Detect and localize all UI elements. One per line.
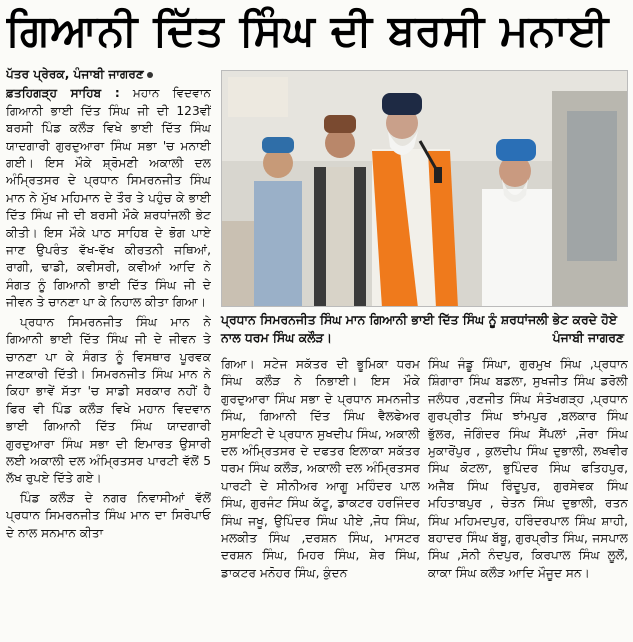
- byline-line: [6, 66, 211, 83]
- caption-text: ਪ੍ਰਧਾਨ ਸਿਮਰਨਜੀਤ ਸਿੰਘ ਮਾਨ ਗਿਆਨੀ ਭਾਈ ਦਿੱਤ ਸਿੰਘ ਨੂੰ ਸ਼ਰਧਾਂਜਲੀ ਭੇਟ ਕਰਦੇ ਹੋਏ ਨਾਲ ਧਰਮ ਸਿੰਘ ਕਲੌੜ।: [221, 312, 618, 345]
- photo-caption: [221, 311, 628, 355]
- paragraph-4: ਗਿਆ। ਸਟੇਜ ਸਕੱਤਰ ਦੀ ਭੂਮਿਕਾ ਧਰਮ ਸਿੰਘ ਕਲੌੜ ਨੇ ਨਿਭਾਈ। ਇਸ ਮੌਕੇ ਗੁਰਦੁਆਰਾ ਸਿੰਘ ਸਭਾ ਦੇ ਪ੍ਰਧਾਨ ਸਮਨਜੀਤ ਸਿੰਘ, ਗਿਆਨੀ ਦਿੱਤ ਸਿੰਘ ਵੈਲਫੇਅਰ ਸੁਸਾਇਟੀ ਦੇ ਪ੍ਰਧਾਨ ਸੁਖਦੀਪ ਸਿੰਘ, ਅਕਾਲੀ ਦਲ ਅੰਮ੍ਰਿਤਸਰ ਦੇ ਦਫਤਰ ਇਲਾਕਾ ਸਕੱਤਰ ਧਰਮ ਸਿੰਘ ਕਲੌੜ, ਅਕਾਲੀ ਦਲ ਅੰਮ੍ਰਿਤਸਰ ਪਾਰਟੀ ਦੇ ਸੀਨੀਅਰ ਆਗੂ ਮਹਿੰਦਰ ਪਾਲ ਸਿੰਘ, ਗੁਰਜੰਟ ਸਿੰਘ ਕੱਟੂ, ਡਾਕਟਰ ਹਰਜਿੰਦਰ ਸਿੰਘ ਜਖੂ, ਉਪਿੰਦਰ ਸਿੰਘ ਪੀਏ ,ਜੋਧ ਸਿੰਘ, ਮਲਕੀਤ ਸਿੰਘ ,ਦਰਸ਼ਨ ਸਿੰਘ, ਮਾਸਟਰ ਦਰਸ਼ਨ ਸਿੰਘ, ਮਿਹਰ ਸਿੰਘ, ਸ਼ੇਰ ਸਿੰਘ, ਡਾਕਟਰ ਮਨੋਹਰ ਸਿੰਘ, ਕੁੰਦਨ: [221, 357, 420, 580]
- headline: ਗਿਆਨੀ ਦਿੱਤ ਸਿੰਘ ਦੀ ਬਰਸੀ ਮਨਾਈ: [6, 6, 609, 56]
- dateline: ਫ਼ਤਹਿਗੜ੍ਹ ਸਾਹਿਬ :: [6, 86, 120, 101]
- byline: ਪੱਤਰ ਪ੍ਰੇਰਕ, ਪੰਜਾਬੀ ਜਾਗਰਣ: [6, 67, 144, 81]
- bullet-icon: [147, 72, 153, 78]
- paragraph-2: ਪ੍ਰਧਾਨ ਸਿਮਰਨਜੀਤ ਸਿੰਘ ਮਾਨ ਨੇ ਗਿਆਨੀ ਭਾਈ ਦਿੱਤ ਸਿੰਘ ਜੀ ਦੇ ਜੀਵਨ ਤੇ ਚਾਨਣਾ ਪਾ ਕੇ ਸੰਗਤ ਨੂੰ ਵਿਸਥਾਰ ਪੂਰਵਕ ਜਾਣਕਾਰੀ ਦਿੱਤੀ। ਸਿਮਰਨਜੀਤ ਸਿੰਘ ਮਾਨ ਨੇ ਕਿਹਾ ਭਾਵੇਂ ਸੱਤਾ 'ਚ ਸਾਡੀ ਸਰਕਾਰ ਨਹੀਂ ਹੈ ਫਿਰ ਵੀ ਪਿੰਡ ਕਲੌੜ ਵਿਖੇ ਮਹਾਨ ਵਿਦਵਾਨ ਭਾਈ ਗਿਆਨੀ ਦਿੱਤ ਸਿੰਘ ਯਾਦਗਾਰੀ ਗੁਰਦੁਆਰਾ ਸਿੰਘ ਸਭਾ ਦੀ ਇਮਾਰਤ ਉਸਾਰੀ ਲਈ ਅਕਾਲੀ ਦਲ ਅੰਮ੍ਰਿਤਸਰ ਪਾਰਟੀ ਵੱਲੋਂ 5 ਲੱਖ ਰੁਪਏ ਦਿੱਤੇ ਗਏ।: [6, 314, 211, 486]
- caption-credit: ਪੰਜਾਬੀ ਜਾਗਰਣ: [552, 330, 624, 345]
- article-column-2: [221, 356, 420, 638]
- article-photo: [221, 70, 628, 307]
- article-column-1: [6, 66, 211, 638]
- paragraph-5: ਸਿੰਘ ਜੰਡੂ ਸਿੰਘਾ, ਗੁਰਮੁਖ ਸਿੰਘ ,ਪ੍ਰਧਾਨ ਸ਼ਿੰਗਾਰਾ ਸਿੰਘ ਬਡਲਾ, ਸੁਖਜੀਤ ਸਿੰਘ ਡਰੋਲੀ ਜਲੰਧਰ ,ਰਣਜੀਤ ਸਿੰਘ ਸੰਤੋਖਗੜ੍ਹ ,ਪ੍ਰਧਾਨ ਗੁਰਪ੍ਰੀਤ ਸਿੰਘ ਝਾਂਮਪੁਰ ,ਬਲਕਾਰ ਸਿੰਘ ਭੁੱਲਰ, ਜੋਗਿੰਦਰ ਸਿੰਘ ਸੈਂਪਲਾਂ ,ਜੋਰਾ ਸਿੰਘ ਮੁਕਾਰੋਂਪੁਰ , ਕੁਲਦੀਪ ਸਿੰਘ ਦੁਭਾਲੀ, ਲਖਵੀਰ ਸਿੰਘ ਕੋਟਲਾ, ਭੁਪਿੰਦਰ ਸਿੰਘ ਫਤਿਹਪੁਰ, ਅਜੈਬ ਸਿੰਘ ਰਿੰਦੂਪੁਰ, ਗੁਰਸੇਵਕ ਸਿੰਘ ਮਹਿਤਾਬਪੁਰ , ਚੇਤਨ ਸਿੰਘ ਦੁਭਾਲੀ, ਰਤਨ ਸਿੰਘ ਮਹਿਮਦਪੁਰ, ਹਰਿੰਦਰਪਾਲ ਸਿੰਘ ਸ਼ਾਹੀ, ਬਹਾਦਰ ਸਿੰਘ ਬੱਬੂ, ਗੁਰਪ੍ਰੀਤ ਸਿੰਘ, ਜਸਪਾਲ ਸਿੰਘ ,ਸੋਨੀ ਨੰਦਪੁਰ, ਕਿਰਪਾਲ ਸਿੰਘ ਲੂਲੋਂ, ਕਾਕਾ ਸਿੰਘ ਕਲੌੜ ਆਦਿ ਮੌਜੂਦ ਸਨ।: [428, 357, 628, 580]
- photo-illustration: [222, 71, 628, 307]
- paragraph-1-text: ਮਹਾਨ ਵਿਦਵਾਨ ਗਿਆਨੀ ਭਾਈ ਦਿੱਤ ਸਿੰਘ ਜੀ ਦੀ 123ਵੀਂ ਬਰਸੀ ਪਿੰਡ ਕਲੌੜ ਵਿਖੇ ਭਾਈ ਦਿੱਤ ਸਿੰਘ ਯਾਦਗਾਰੀ ਗੁਰਦੁਆਰਾ ਸਿੰਘ ਸਭਾ 'ਚ ਮਨਾਈ ਗਈ। ਇਸ ਮੌਕੇ ਸ਼੍ਰੋਮਣੀ ਅਕਾਲੀ ਦਲ ਅੰਮ੍ਰਿਤਸਰ ਦੇ ਪ੍ਰਧਾਨ ਸਿਮਰਨਜੀਤ ਸਿੰਘ ਮਾਨ ਨੇ ਮੁੱਖ ਮਹਿਮਾਨ ਦੇ ਤੌਰ ਤੇ ਪਹੁੰਚ ਕੇ ਭਾਈ ਦਿੱਤ ਸਿੰਘ ਜੀ ਦੀ ਬਰਸੀ ਮੌਕੇ ਸ਼ਰਧਾਂਜਲੀ ਭੇਟ ਕੀਤੀ। ਇਸ ਮੌਕੇ ਪਾਠ ਸਾਹਿਬ ਦੇ ਭੋਗ ਪਾਏ ਜਾਣ ਉਪਰੰਤ ਵੱਖ-ਵੱਖ ਕੀਰਤਨੀ ਜਥਿਆਂ, ਰਾਗੀ, ਢਾਡੀ, ਕਵੀਸਰੀ, ਕਵੀਆਂ ਆਦਿ ਨੇ ਸੰਗਤ ਨੂੰ ਗਿਆਨੀ ਭਾਈ ਦਿੱਤ ਸਿੰਘ ਜੀ ਦੇ ਜੀਵਨ ਤੇ ਚਾਨਣਾ ਪਾ ਕੇ ਨਿਹਾਲ ਕੀਤਾ ਗਿਆ।: [6, 86, 211, 310]
- article-column-3: [428, 356, 628, 638]
- paragraph-3: ਪਿੰਡ ਕਲੌੜ ਦੇ ਨਗਰ ਨਿਵਾਸੀਆਂ ਵੱਲੋਂ ਪ੍ਰਧਾਨ ਸਿਮਰਨਜੀਤ ਸਿੰਘ ਮਾਨ ਦਾ ਸਿਰੋਪਾਓ ਦੇ ਨਾਲ ਸਨਮਾਨ ਕੀਤਾ: [6, 490, 211, 540]
- paragraph-1: [6, 85, 211, 311]
